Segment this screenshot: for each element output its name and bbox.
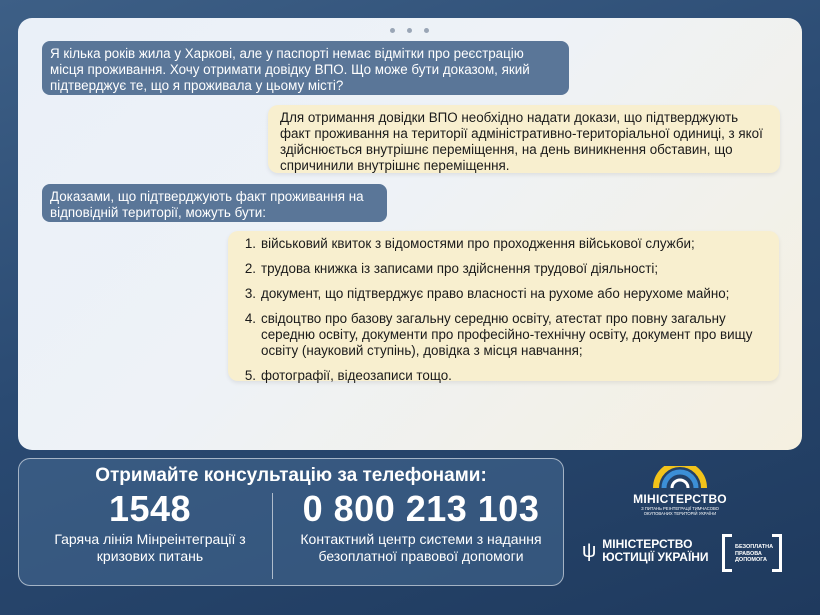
list-item-text: військовий квиток з відомостями про проходження військової служби; <box>261 236 695 251</box>
contact-center-label: Контактний центр системи з надання безоплатної правової допомоги <box>300 531 542 564</box>
contact-center-block <box>281 489 561 565</box>
consultation-panel <box>18 458 564 586</box>
ministry-justice-logo <box>582 536 710 566</box>
list-item-text: трудова книжка із записами про здійснення трудової діяльності; <box>261 261 659 276</box>
list-item <box>240 368 769 384</box>
answer-bubble-2 <box>228 231 779 381</box>
bracket-left-icon <box>722 534 732 572</box>
list-item-text: фотографії, відеозаписи тощо. <box>261 368 452 383</box>
question-bubble-1: Я кілька років жила у Харкові, але у паспорті немає відмітки про реєстрацію місця проживання. Хочу отримати довідку ВПО. Що може бути доказом, який підтверджує те, що я проживала у цьому місті? <box>42 41 569 95</box>
question-bubble-2: Доказами, що підтверджують факт проживання на відповідній території, можуть бути: <box>42 184 387 222</box>
list-item-number: 3. <box>244 286 256 301</box>
ministry-emblem-icon <box>652 466 708 490</box>
hotline-label: Гаряча лінія Мінреінтеграції з кризових питань <box>54 531 246 564</box>
trident-icon: ψ <box>582 539 597 562</box>
list-item-number: 1. <box>244 236 256 251</box>
ministry-title: МІНІСТЕРСТВО <box>633 492 727 506</box>
list-item-number: 5. <box>244 368 256 383</box>
list-item-text: свідоцтво про базову загальну середню освіту, атестат про повну загальну середню освіту, документи про професійно-технічну освіту, документ про вищу освіту (науковий ступінь), довідка з місця навчання; <box>261 311 753 358</box>
list-item <box>240 261 769 277</box>
contact-center-number[interactable]: 0 800 213 103 <box>302 488 540 529</box>
bracket-right-icon <box>772 534 782 572</box>
list-item <box>240 236 769 252</box>
list-item-number: 4. <box>244 311 256 326</box>
ministry-subtitle: З ПИТАНЬ РЕІНТЕГРАЦІЇ ТИМЧАСОВО ОКУПОВАНИХ ТЕРИТОРІЙ УКРАЇНИ <box>641 506 719 516</box>
list-item <box>240 286 769 302</box>
hotline-number[interactable]: 1548 <box>108 488 192 529</box>
free-legal-aid-logo <box>722 534 782 572</box>
list-item-number: 2. <box>244 261 256 276</box>
consultation-title: Отримайте консультацію за телефонами: <box>95 465 487 486</box>
list-item-text: документ, що підтверджує право власності на рухоме або нерухоме майно; <box>261 286 730 301</box>
hotline-block <box>27 489 273 565</box>
ministry-reintegration-logo <box>632 466 728 524</box>
free-legal-aid-label: БЕЗОПЛАТНА ПРАВОВА ДОПОМОГА <box>735 544 774 563</box>
chat-card <box>18 18 802 450</box>
answer-bubble-1: Для отримання довідки ВПО необхідно надати докази, що підтверджують факт проживання на території адміністративно-територіальної одиниці, з якої здійснюється внутрішнє переміщення, на день виникнення обставин, що спричинили внутрішнє переміщення. <box>268 105 780 173</box>
panel-divider <box>272 493 273 579</box>
more-dots-icon[interactable] <box>390 28 429 33</box>
list-item <box>240 311 769 359</box>
ministry-justice-label: МІНІСТЕРСТВО ЮСТИЦІЇ УКРАЇНИ <box>602 537 709 564</box>
